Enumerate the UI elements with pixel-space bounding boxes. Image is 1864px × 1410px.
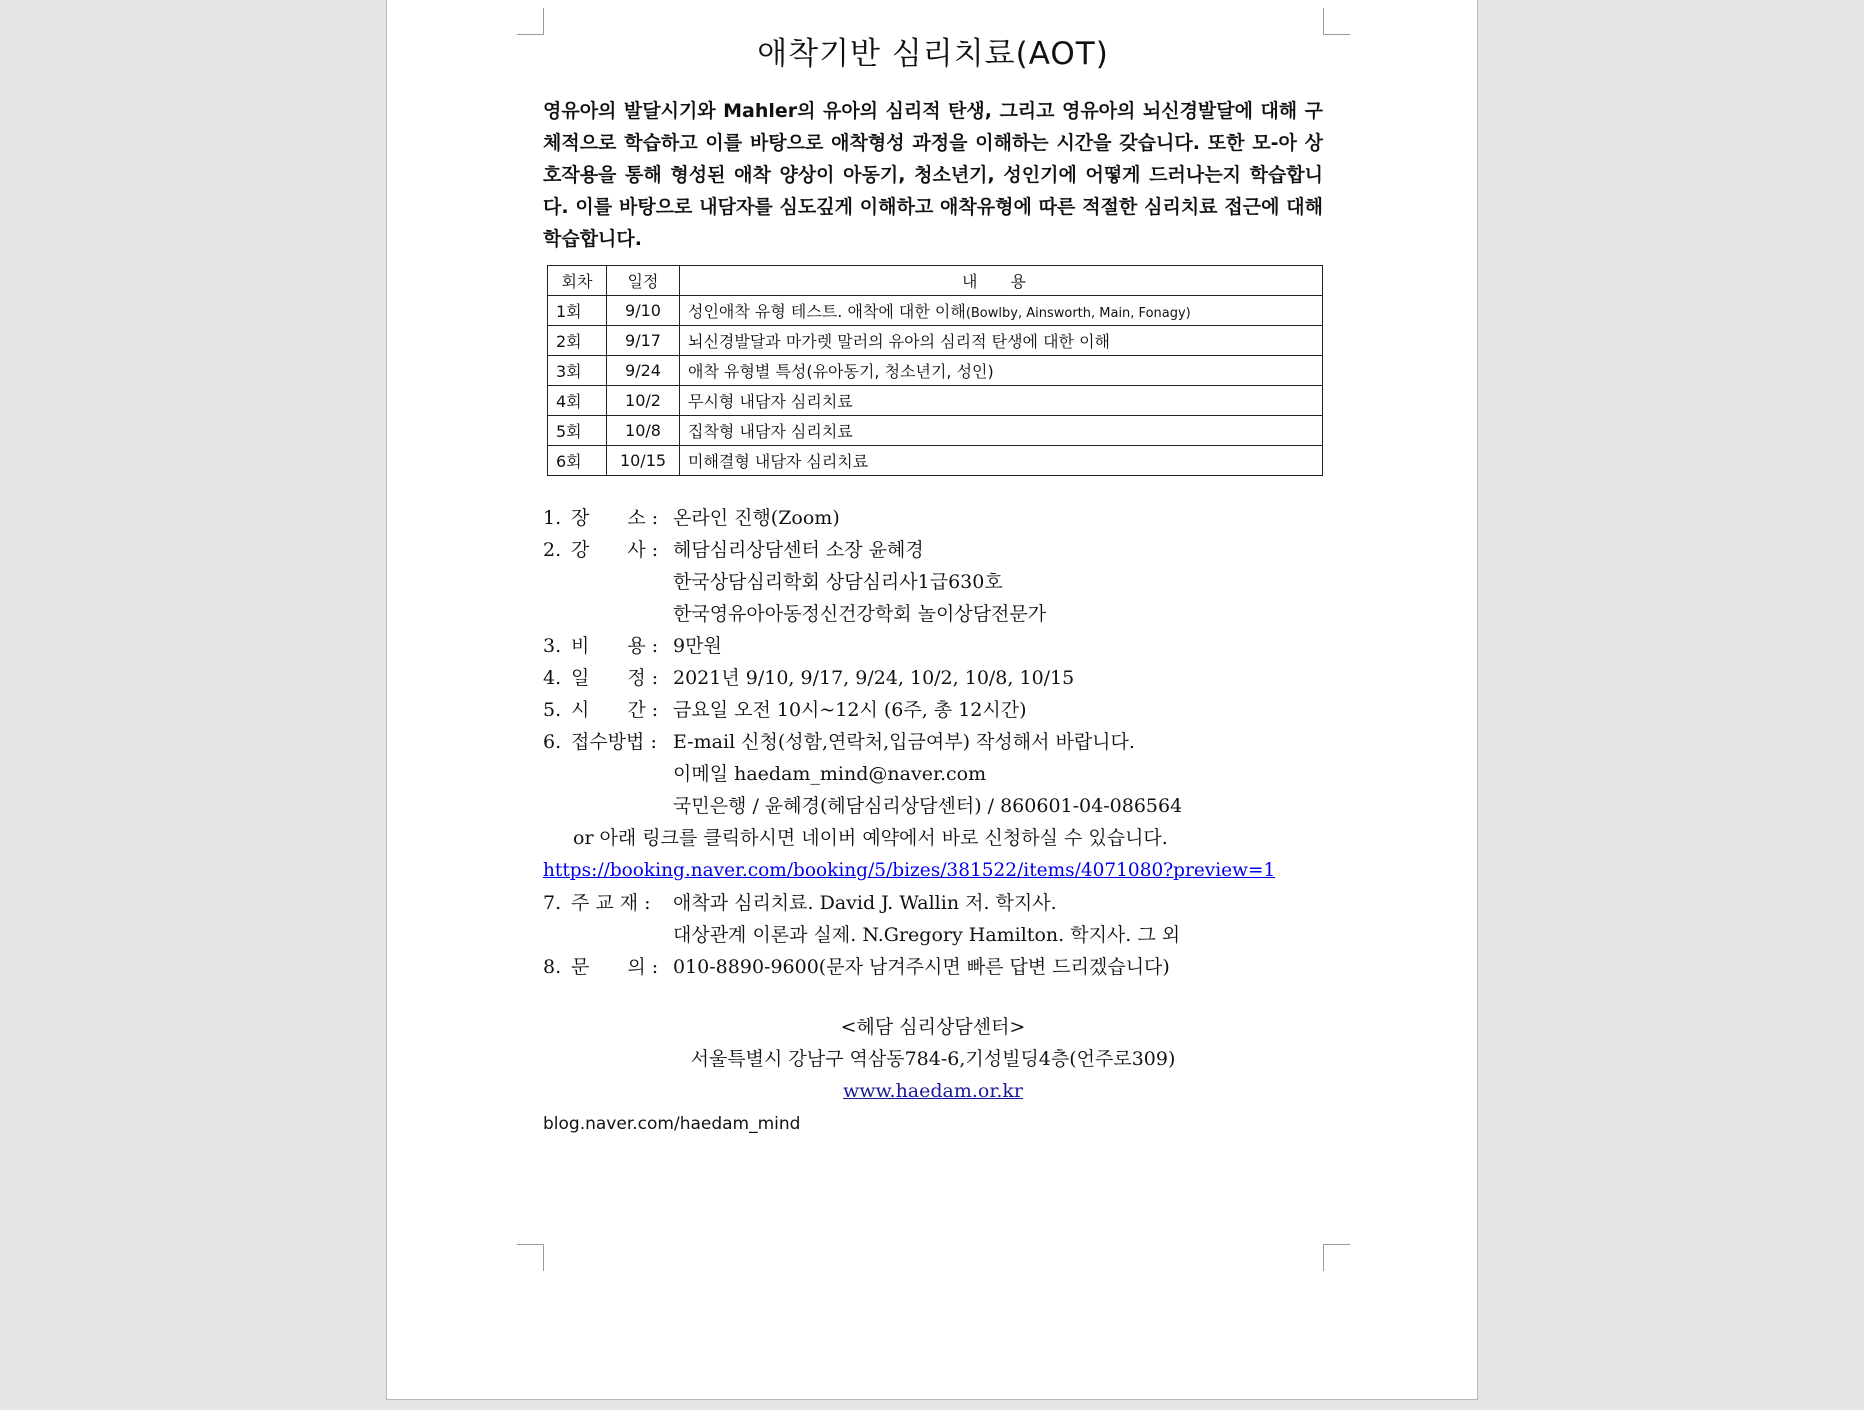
item-label: 문 의 :	[571, 956, 659, 978]
session-cell: 3회	[548, 356, 607, 386]
header-content: 내 용	[680, 266, 1323, 296]
date-cell: 10/8	[607, 416, 680, 446]
footer	[543, 1011, 1323, 1107]
info-time	[543, 694, 1323, 726]
info-dates	[543, 662, 1323, 694]
item-value: 애착과 심리치료. David J. Wallin 저. 학지사.	[673, 892, 1057, 914]
crop-mark-bottom-right	[1323, 1244, 1350, 1271]
content-cell	[680, 296, 1323, 326]
header-session: 회차	[548, 266, 607, 296]
item-label: 주 교 재 :	[571, 892, 651, 914]
item-value: 헤담심리상담센터 소장 윤혜경	[673, 539, 924, 561]
info-apply	[543, 726, 1323, 758]
session-cell: 5회	[548, 416, 607, 446]
item-label: 일 정 :	[571, 667, 659, 689]
item-value: E-mail 신청(성함,연락처,입금여부) 작성해서 바랍니다.	[673, 731, 1135, 753]
document-body[interactable]	[543, 22, 1323, 1139]
info-place	[543, 502, 1323, 534]
document-title: 애착기반 심리치료(AOT)	[757, 36, 1109, 72]
table-row	[548, 386, 1323, 416]
item-number: 3.	[543, 635, 562, 657]
item-label: 장 소 :	[571, 507, 659, 529]
item-value: 온라인 진행(Zoom)	[673, 507, 840, 529]
booking-link[interactable]: https://booking.naver.com/booking/5/bizes/381522/items/4071080?preview=1	[543, 860, 1276, 881]
lecturer-credential: 한국영유아아동정신건강학회 놀이상담전문가	[673, 603, 1047, 625]
date-cell: 10/2	[607, 386, 680, 416]
item-number: 6.	[543, 731, 562, 753]
item-number: 8.	[543, 956, 562, 978]
table-row	[548, 356, 1323, 386]
table-row	[548, 446, 1323, 476]
item-label: 강 사 :	[571, 539, 659, 561]
date-cell: 9/24	[607, 356, 680, 386]
center-address: 서울특별시 강남구 역삼동784-6,기성빌딩4층(언주로309)	[690, 1048, 1176, 1070]
item-label: 접수방법 :	[571, 731, 657, 753]
session-cell: 1회	[548, 296, 607, 326]
website-link[interactable]: www.haedam.or.kr	[843, 1080, 1023, 1102]
content-cell: 애착 유형별 특성(유아동기, 청소년기, 성인)	[680, 356, 1323, 386]
date-cell: 10/15	[607, 446, 680, 476]
table-row	[548, 416, 1323, 446]
item-number: 2.	[543, 539, 562, 561]
table-header-row	[548, 266, 1323, 296]
intro-paragraph: 영유아의 발달시기와 Mahler의 유아의 심리적 탄생, 그리고 영유아의 뇌신경발달에 대해 구체적으로 학습하고 이를 바탕으로 애착형성 과정을 이해하는 시간을 갖습니다. 또한 모-아 상호작용을 통해 형성된 애착 양상이 아동기, 청소년기, 성인기에 어떻게 드러나는지 학습합니다. 이를 바탕으로 내담자를 심도깊게 이해하고 애착유형에 따른 적절한 심리치료 접근에 대해 학습합니다.	[543, 100, 1323, 250]
item-value: 2021년 9/10, 9/17, 9/24, 10/2, 10/8, 10/15	[673, 667, 1075, 689]
content-cell: 미해결형 내담자 심리치료	[680, 446, 1323, 476]
content-cell: 무시형 내담자 심리치료	[680, 386, 1323, 416]
item-number: 4.	[543, 667, 562, 689]
content-text: 성인애착 유형 테스트. 애착에 대한 이해	[688, 302, 966, 321]
date-cell: 9/17	[607, 326, 680, 356]
item-number: 7.	[543, 892, 562, 914]
session-cell: 2회	[548, 326, 607, 356]
blog-url: blog.naver.com/haedam_mind	[543, 1114, 801, 1134]
info-contact	[543, 951, 1323, 983]
info-section	[543, 502, 1323, 983]
date-cell: 9/10	[607, 296, 680, 326]
item-value: 금요일 오전 10시~12시 (6주, 총 12시간)	[673, 699, 1027, 721]
content-cell: 집착형 내담자 심리치료	[680, 416, 1323, 446]
document-page	[386, 0, 1478, 1400]
session-cell: 6회	[548, 446, 607, 476]
booking-note: or 아래 링크를 클릭하시면 네이버 예약에서 바로 신청하실 수 있습니다.	[573, 827, 1168, 849]
item-label: 시 간 :	[571, 699, 659, 721]
item-label: 비 용 :	[571, 635, 659, 657]
lecturer-credential: 한국상담심리학회 상담심리사1급630호	[673, 571, 1003, 593]
item-number: 5.	[543, 699, 562, 721]
content-cell: 뇌신경발달과 마가렛 말러의 유아의 심리적 탄생에 대한 이해	[680, 326, 1323, 356]
apply-bank-account: 국민은행 / 윤혜경(헤담심리상담센터) / 860601-04-086564	[673, 795, 1183, 817]
info-fee	[543, 630, 1323, 662]
schedule-table	[547, 265, 1323, 476]
textbook-extra: 대상관계 이론과 실제. N.Gregory Hamilton. 학지사. 그 외	[673, 924, 1181, 946]
item-number: 1.	[543, 507, 562, 529]
crop-mark-bottom-left	[517, 1244, 544, 1271]
session-cell: 4회	[548, 386, 607, 416]
crop-mark-top-right	[1323, 8, 1350, 35]
content-small-text: (Bowlby, Ainsworth, Main, Fonagy)	[965, 306, 1191, 321]
item-value: 9만원	[673, 635, 722, 657]
info-lecturer	[543, 534, 1323, 566]
apply-email: 이메일 haedam_mind@naver.com	[673, 763, 987, 785]
crop-mark-top-left	[517, 8, 544, 35]
info-textbook	[543, 887, 1323, 919]
item-value: 010-8890-9600(문자 남겨주시면 빠른 답변 드리겠습니다)	[673, 956, 1170, 978]
center-name: <헤담 심리상담센터>	[840, 1016, 1026, 1038]
table-row	[548, 326, 1323, 356]
header-date: 일정	[607, 266, 680, 296]
table-row	[548, 296, 1323, 326]
